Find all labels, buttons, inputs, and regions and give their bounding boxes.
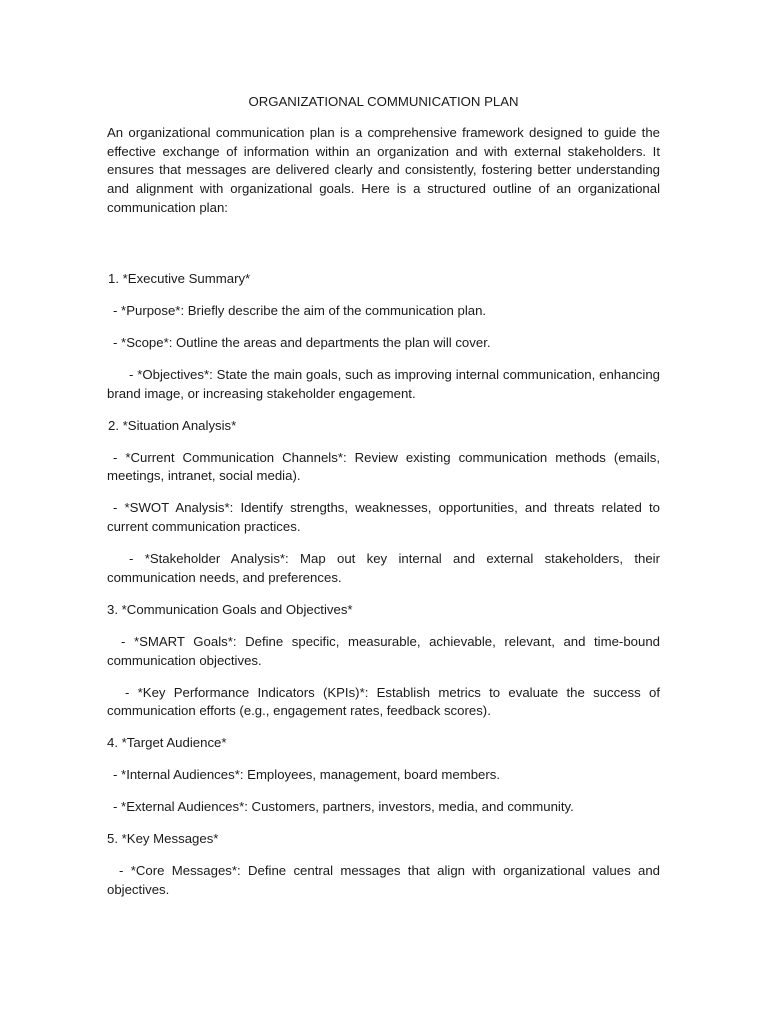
section-heading-executive-summary: 1. *Executive Summary* [108, 270, 251, 286]
section-heading-goals-objectives: 3. *Communication Goals and Objectives* [107, 601, 353, 617]
document-body [107, 93, 660, 913]
bullet-scope: - *Scope*: Outline the areas and departments the plan will cover. [113, 334, 491, 350]
bullet-stakeholder-analysis: - *Stakeholder Analysis*: Map out key internal and external stakeholders, their communication needs, and preferences. [107, 551, 660, 585]
bullet-objectives: - *Objectives*: State the main goals, such as improving internal communication, enhancing brand image, or increasing stakeholder engagement. [107, 366, 660, 401]
bullet-swot-analysis: - *SWOT Analysis*: Identify strengths, weaknesses, opportunities, and threats related to current communication practices. [107, 500, 660, 535]
document-title: ORGANIZATIONAL COMMUNICATION PLAN [248, 94, 519, 109]
bullet-smart-goals: - *SMART Goals*: Define specific, measurable, achievable, relevant, and time-bound communication objectives. [107, 633, 660, 668]
section-heading-key-messages: 5. *Key Messages* [107, 831, 219, 847]
bullet-internal-audiences: - *Internal Audiences*: Employees, management, board members. [113, 767, 501, 783]
bullet-current-channels: - *Current Communication Channels*: Review existing communication methods (emails, meetings, intranet, social media). [107, 449, 660, 484]
intro-paragraph: An organizational communication plan is a comprehensive framework designed to guide the effective exchange of information within an organization and with external stakeholders. It ensures that messages are delivered clearly and consistently, fostering better understanding and alignment with organizational goals. Here is a structured outline of an organizational communication plan: [107, 124, 660, 215]
bullet-external-audiences: - *External Audiences*: Customers, partners, investors, media, and community. [113, 799, 574, 815]
bullet-purpose: - *Purpose*: Briefly describe the aim of the communication plan. [113, 302, 487, 318]
section-heading-situation-analysis: 2. *Situation Analysis* [108, 417, 237, 433]
section-heading-target-audience: 4. *Target Audience* [107, 735, 227, 751]
bullet-core-messages: - *Core Messages*: Define central messages that align with organizational values and objectives. [107, 863, 660, 898]
bullet-kpis: - *Key Performance Indicators (KPIs)*: Establish metrics to evaluate the success of communication efforts (e.g., engagement rates, feedback scores). [107, 684, 660, 719]
